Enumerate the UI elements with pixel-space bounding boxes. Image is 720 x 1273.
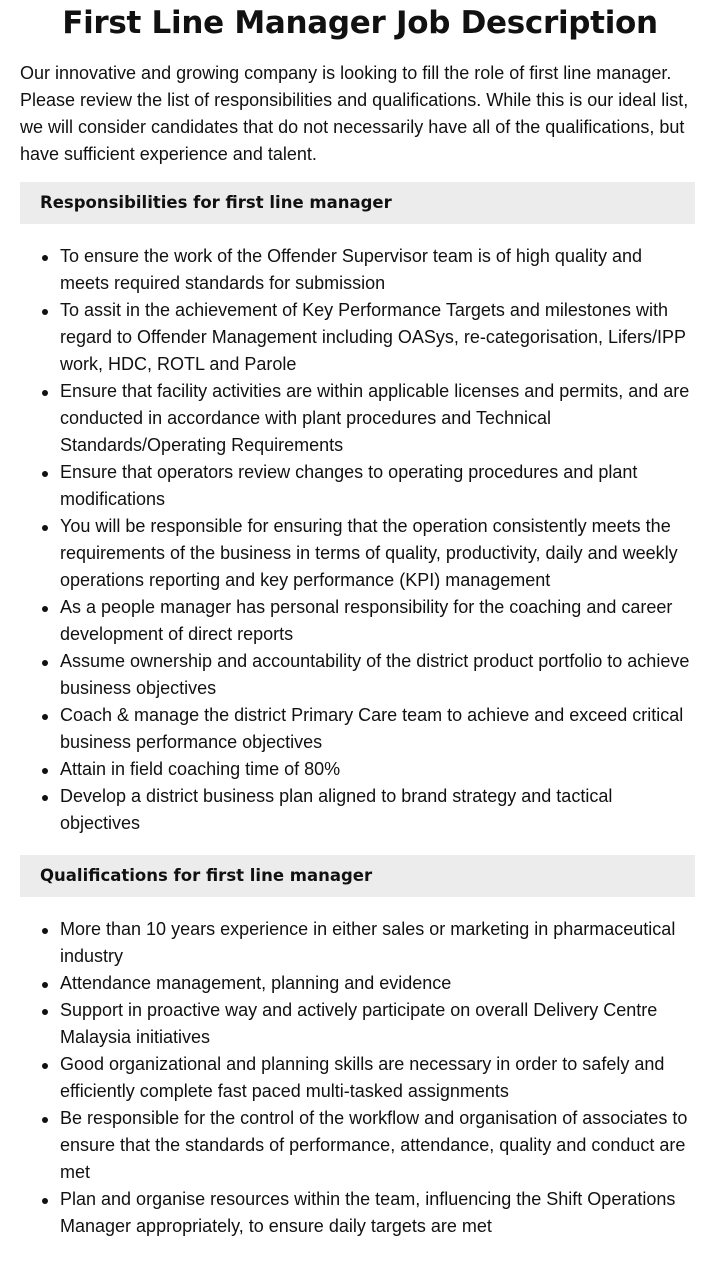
bullet-icon (42, 928, 48, 934)
page-title: First Line Manager Job Description (62, 5, 658, 41)
responsibility-item: You will be responsible for ensuring that the operation consistently meets the requirements of the business in terms of quality, productivity, daily and weekly operations reporting and key performance (KPI) management (60, 513, 695, 594)
qualification-item: Plan and organise resources within the team, influencing the Shift Operations Manager appropriately, to ensure daily targets are met (60, 1186, 695, 1240)
bullet-icon (42, 1198, 48, 1204)
bullet-icon (42, 1063, 48, 1069)
bullet-icon (42, 1009, 48, 1015)
bullet-icon (42, 255, 48, 261)
responsibilities-heading: Responsibilities for first line manager (20, 182, 695, 224)
bullet-icon (42, 606, 48, 612)
responsibilities-list (0, 243, 720, 837)
qualification-item: Support in proactive way and actively participate on overall Delivery Centre Malaysia initiatives (60, 997, 695, 1051)
bullet-icon (42, 768, 48, 774)
bullet-icon (42, 714, 48, 720)
responsibility-item: Assume ownership and accountability of the district product portfolio to achieve business objectives (60, 648, 695, 702)
qualifications-heading: Qualifications for first line manager (20, 855, 695, 897)
qualification-item: More than 10 years experience in either sales or marketing in pharmaceutical industry (60, 916, 695, 970)
responsibility-item: Develop a district business plan aligned to brand strategy and tactical objectives (60, 783, 695, 837)
bullet-icon (42, 1117, 48, 1123)
responsibility-item: Coach & manage the district Primary Care team to achieve and exceed critical business performance objectives (60, 702, 695, 756)
qualification-item: Be responsible for the control of the workflow and organisation of associates to ensure that the standards of performance, attendance, quality and conduct are met (60, 1105, 695, 1186)
qualifications-list (0, 916, 720, 1240)
bullet-icon (42, 471, 48, 477)
responsibility-item: To ensure the work of the Offender Supervisor team is of high quality and meets required standards for submission (60, 243, 695, 297)
responsibility-item: As a people manager has personal responsibility for the coaching and career development of direct reports (60, 594, 695, 648)
bullet-icon (42, 982, 48, 988)
responsibility-item: Attain in field coaching time of 80% (60, 756, 695, 783)
bullet-icon (42, 795, 48, 801)
bullet-icon (42, 309, 48, 315)
responsibility-item: To assit in the achievement of Key Performance Targets and milestones with regard to Offender Management including OASys, re-categorisation, Lifers/IPP work, HDC, ROTL and Parole (60, 297, 695, 378)
qualification-item: Good organizational and planning skills are necessary in order to safely and efficiently complete fast paced multi-tasked assignments (60, 1051, 695, 1105)
bullet-icon (42, 525, 48, 531)
responsibility-item: Ensure that facility activities are within applicable licenses and permits, and are conducted in accordance with plant procedures and Technical Standards/Operating Requirements (60, 378, 695, 459)
qualification-item: Attendance management, planning and evidence (60, 970, 695, 997)
bullet-icon (42, 660, 48, 666)
responsibility-item: Ensure that operators review changes to operating procedures and plant modifications (60, 459, 695, 513)
bullet-icon (42, 390, 48, 396)
intro-paragraph: Our innovative and growing company is looking to fill the role of first line manager. Please review the list of responsibilities and qualifications. While this is our ideal list, we will consider candidates that do not necessarily have all of the qualifications, but have sufficient experience and talent. (20, 63, 689, 164)
